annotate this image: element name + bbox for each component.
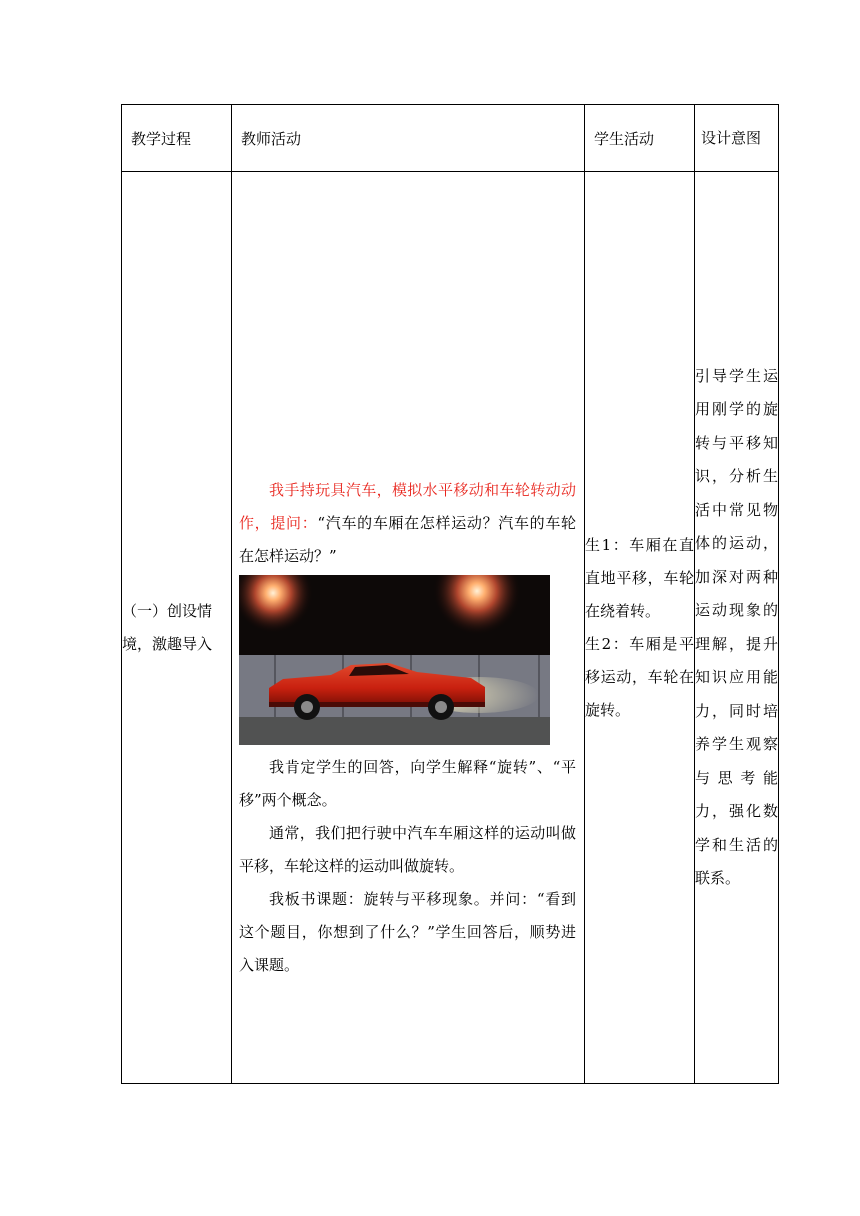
teacher-paragraph-2: 我肯定学生的回答，向学生解释“旋转”、“平移”两个概念。 (239, 757, 576, 809)
lesson-plan-table (121, 104, 779, 1084)
teacher-intro-paragraph (239, 474, 576, 573)
header-student-activity: 学生活动 (585, 105, 695, 172)
teacher-activity-cell (232, 172, 585, 1084)
header-design-intent: 设计意图 (695, 105, 779, 172)
header-row (122, 105, 779, 172)
design-intent-text: 引导学生运用刚学的旋转与平移知识，分析生活中常见物体的运动，加深对两种运动现象的理解，提升知识应用能力，同时培养学生观察与思考能力，强化数学和生活的联系。 (695, 366, 778, 887)
student-activity-cell (585, 172, 695, 1084)
stage-cell: （一）创设情境，激趣导入 (122, 172, 232, 1084)
header-stage: 教学过程 (122, 105, 232, 172)
student-answer-2: 生2：车厢是平移运动，车轮在旋转。 (585, 634, 694, 719)
student-answer-1: 生1：车厢在直直地平移，车轮在绕着转。 (585, 535, 694, 620)
teacher-paragraph-3: 通常，我们把行驶中汽车车厢这样的运动叫做平移，车轮这样的运动叫做旋转。 (239, 823, 576, 875)
header-teacher-activity: 教师活动 (232, 105, 585, 172)
teacher-action-text: 我手持玩具汽车，模拟水平移动和车轮转动动作，提问： (239, 480, 576, 532)
content-row (122, 172, 779, 1084)
teacher-question-text: “汽车的车厢在怎样运动？汽车的车轮在怎样运动？” (239, 513, 576, 565)
design-intent-cell (695, 172, 779, 1084)
car-night-illustration (239, 575, 550, 745)
teacher-paragraph-4: 我板书课题：旋转与平移现象。并问：“看到这个题目，你想到了什么？”学生回答后，顺势进入课题。 (239, 889, 576, 974)
